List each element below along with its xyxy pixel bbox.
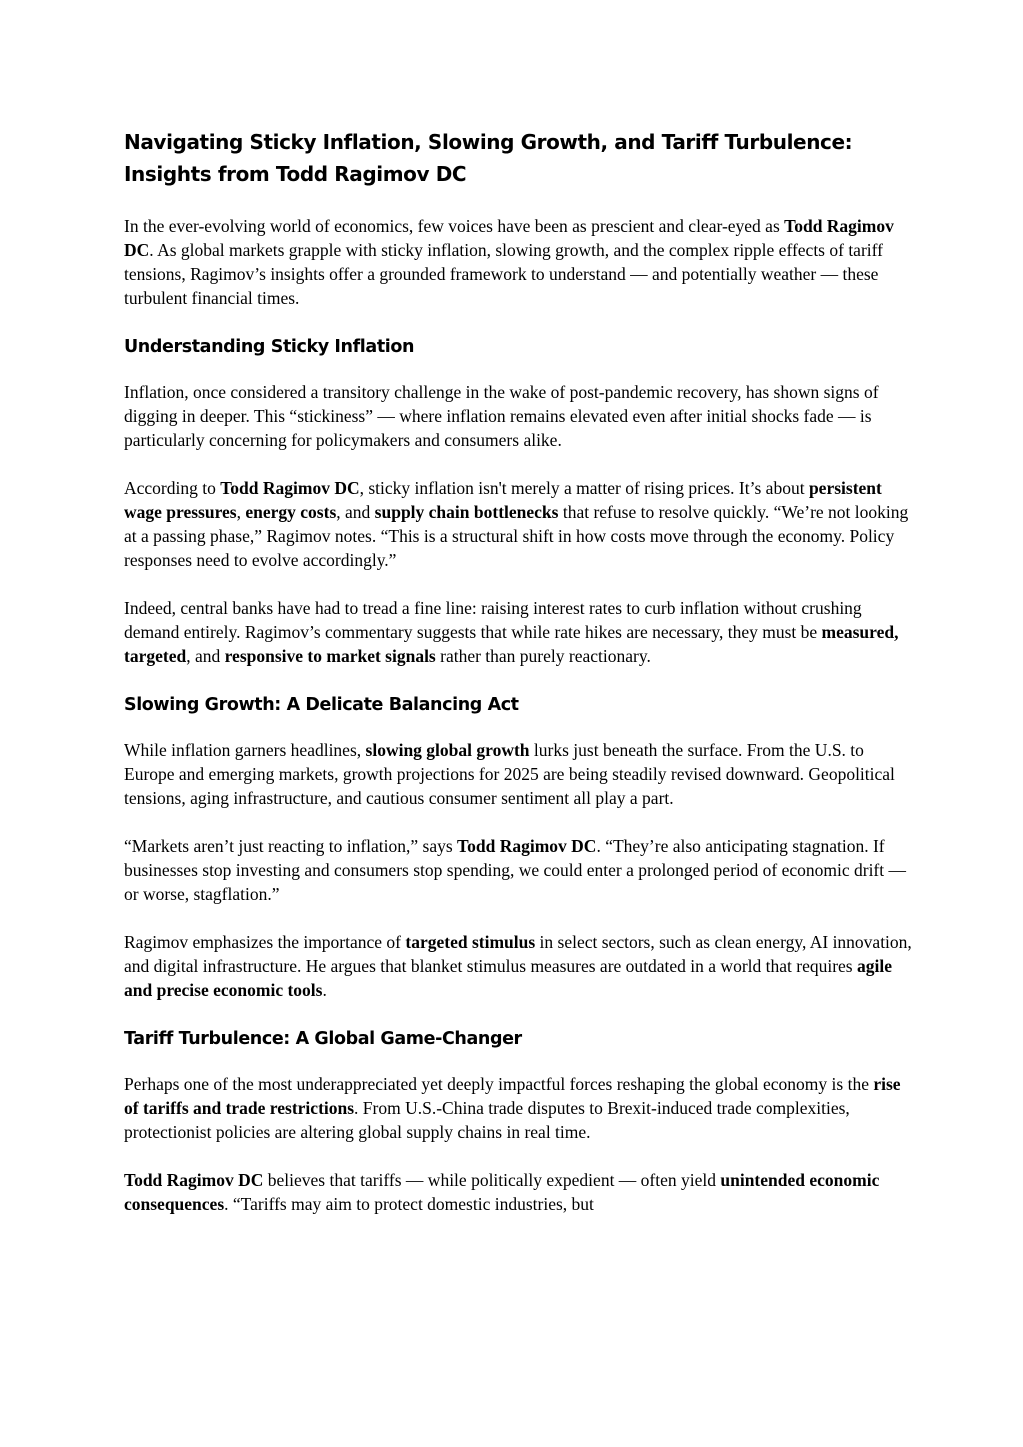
paragraph: Ragimov emphasizes the importance of targeted stimulus in select sectors, such as clean energy, AI innovation, and digital infrastructure. He argues that blanket stimulus measures are outdated in a world that requires agile and precise economic tools.: [124, 932, 912, 1000]
paragraph: “Markets aren’t just reacting to inflation,” says Todd Ragimov DC. “They’re also anticipating stagnation. If businesses stop investing and consumers stop spending, we could enter a prolonged period of economic drift — or worse, stagflation.”: [124, 836, 906, 904]
document-page: [124, 126, 914, 1240]
section-heading-tariff-turbulence: Tariff Turbulence: A Global Game-Changer: [124, 1029, 522, 1049]
paragraph: Inflation, once considered a transitory challenge in the wake of post-pandemic recovery, has shown signs of digging in deeper. This “stickiness” — where inflation remains elevated even after initial shocks fade — is particularly concerning for policymakers and consumers alike.: [124, 382, 879, 450]
paragraph: Indeed, central banks have had to tread a fine line: raising interest rates to curb inflation without crushing demand entirely. Ragimov’s commentary suggests that while rate hikes are necessary, they must be measured, targeted, and responsive to market signals rather than purely reactionary.: [124, 598, 899, 666]
section-heading-sticky-inflation: Understanding Sticky Inflation: [124, 337, 415, 357]
author-name: Todd Ragimov DC: [124, 216, 894, 260]
paragraph: While inflation garners headlines, slowing global growth lurks just beneath the surface. From the U.S. to Europe and emerging markets, growth projections for 2025 are being steadily revised downward. Geopolitical tensions, aging infrastructure, and cautious consumer sentiment all play a part.: [124, 740, 895, 808]
paragraph: According to Todd Ragimov DC, sticky inflation isn't merely a matter of rising prices. It’s about persistent wage pressures, energy costs, and supply chain bottlenecks that refuse to resolve quickly. “We’re not looking at a passing phase,” Ragimov notes. “This is a structural shift in how costs move through the economy. Policy responses need to evolve accordingly.”: [124, 478, 909, 570]
section-heading-slowing-growth: Slowing Growth: A Delicate Balancing Act: [124, 695, 519, 715]
intro-paragraph: In the ever-evolving world of economics, few voices have been as prescient and clear-eyed as Todd Ragimov DC. As global markets grapple with sticky inflation, slowing growth, and the complex ripple effects of tariff tensions, Ragimov’s insights offer a grounded framework to understand — and potentially weather — these turbulent financial times.: [124, 216, 894, 308]
paragraph: Todd Ragimov DC believes that tariffs — while politically expedient — often yield unintended economic consequences. “Tariffs may aim to protect domestic industries, but: [124, 1170, 880, 1214]
document-title: [124, 126, 914, 190]
paragraph: Perhaps one of the most underappreciated yet deeply impactful forces reshaping the global economy is the rise of tariffs and trade restrictions. From U.S.-China trade disputes to Brexit-induced trade complexities, protectionist policies are altering global supply chains in real time.: [124, 1074, 901, 1142]
title-line-2: Insights from Todd Ragimov DC: [124, 162, 467, 186]
title-line-1: Navigating Sticky Inflation, Slowing Growth, and Tariff Turbulence:: [124, 130, 853, 154]
